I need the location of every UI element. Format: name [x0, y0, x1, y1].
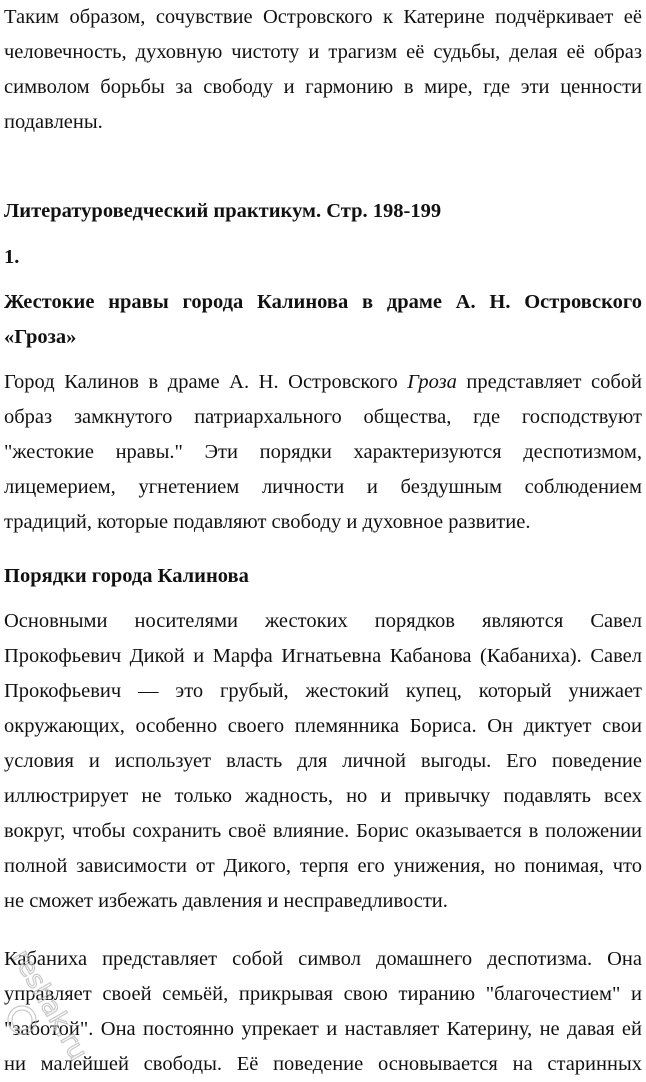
- paragraph-intro: [4, 365, 642, 540]
- heading-order: [4, 559, 642, 594]
- text-line: образ замкнутого патриархального общества, где господствуют: [4, 406, 642, 428]
- text-line: Кабаниха представляет собой символ домашнего деспотизма. Она: [4, 948, 642, 970]
- text-line: "жестокие нравы." Эти порядки характеризуются деспотизмом,: [4, 441, 642, 463]
- text-line: Таким образом, сочувствие Островского к Катерине подчёркивает её: [4, 6, 642, 28]
- text-line: "заботой". Она постоянно упрекает и наставляет Катерину, не давая ей: [4, 1018, 642, 1040]
- essay-title: [4, 285, 642, 355]
- text-line: окружающих, особенно своего племянника Бориса. Он диктует свои: [4, 715, 642, 737]
- italic-title: Гроза: [407, 371, 457, 393]
- text-line: полной зависимости от Дикого, терпя его унижения, но понимая, что: [4, 855, 642, 877]
- paragraph-dikoy: [4, 604, 642, 919]
- paragraph-kabanikha: [4, 942, 642, 1082]
- text-line: иллюстрирует не только жадность, но и привычку подавлять всех: [4, 785, 642, 807]
- text-line: подавлены.: [4, 111, 103, 133]
- text-line: Прокофьевич — это грубый, жестокий купец, который унижает: [4, 680, 642, 702]
- task-number-text: 1.: [4, 246, 20, 268]
- text-line: управляет своей семьёй, прикрывая свою тиранию "благочестием" и: [4, 983, 642, 1005]
- svg-text:reshak.ru: reshak.ru: [5, 944, 94, 1066]
- text-line: [4, 365, 642, 400]
- text-line: Прокофьевич Дикой и Марфа Игнатьевна Кабанова (Кабаниха). Савел: [4, 645, 642, 667]
- heading-text: Литературоведческий практикум. Стр. 198-199: [4, 200, 442, 222]
- text-line: человечность, духовную чистоту и трагизм её судьбы, делая её образ: [4, 41, 642, 63]
- text-line: ни малейшей свободы. Её поведение основывается на старинных: [4, 1053, 642, 1075]
- title-line: «Гроза»: [4, 326, 77, 348]
- text: Город Калинов в драме А. Н. Островского: [4, 371, 408, 393]
- text-line: вокруг, чтобы сохранить своё влияние. Борис оказывается в положении: [4, 820, 642, 842]
- text-line: символом борьбы за свободу и гармонию в мире, где эти ценности: [4, 76, 642, 98]
- text-line: традиций, которые подавляют свободу и духовное развитие.: [4, 511, 531, 533]
- task-number: [4, 240, 642, 275]
- heading-practicum: [4, 194, 642, 229]
- heading-text: Порядки города Калинова: [4, 565, 249, 587]
- text-line: Основными носителями жестоких порядков являются Савел: [4, 610, 642, 632]
- text-line: не сможет избежать давления и несправедливости.: [4, 890, 448, 912]
- text: представляет собой: [456, 371, 642, 393]
- text-line: условия и использует власть для личной выгоды. Его поведение: [4, 750, 642, 772]
- title-line: Жестокие нравы города Калинова в драме А. Н. Островского: [4, 291, 642, 313]
- text-line: лицемерием, угнетением личности и бездушным соблюдением: [4, 476, 642, 498]
- paragraph-conclusion: [4, 0, 642, 140]
